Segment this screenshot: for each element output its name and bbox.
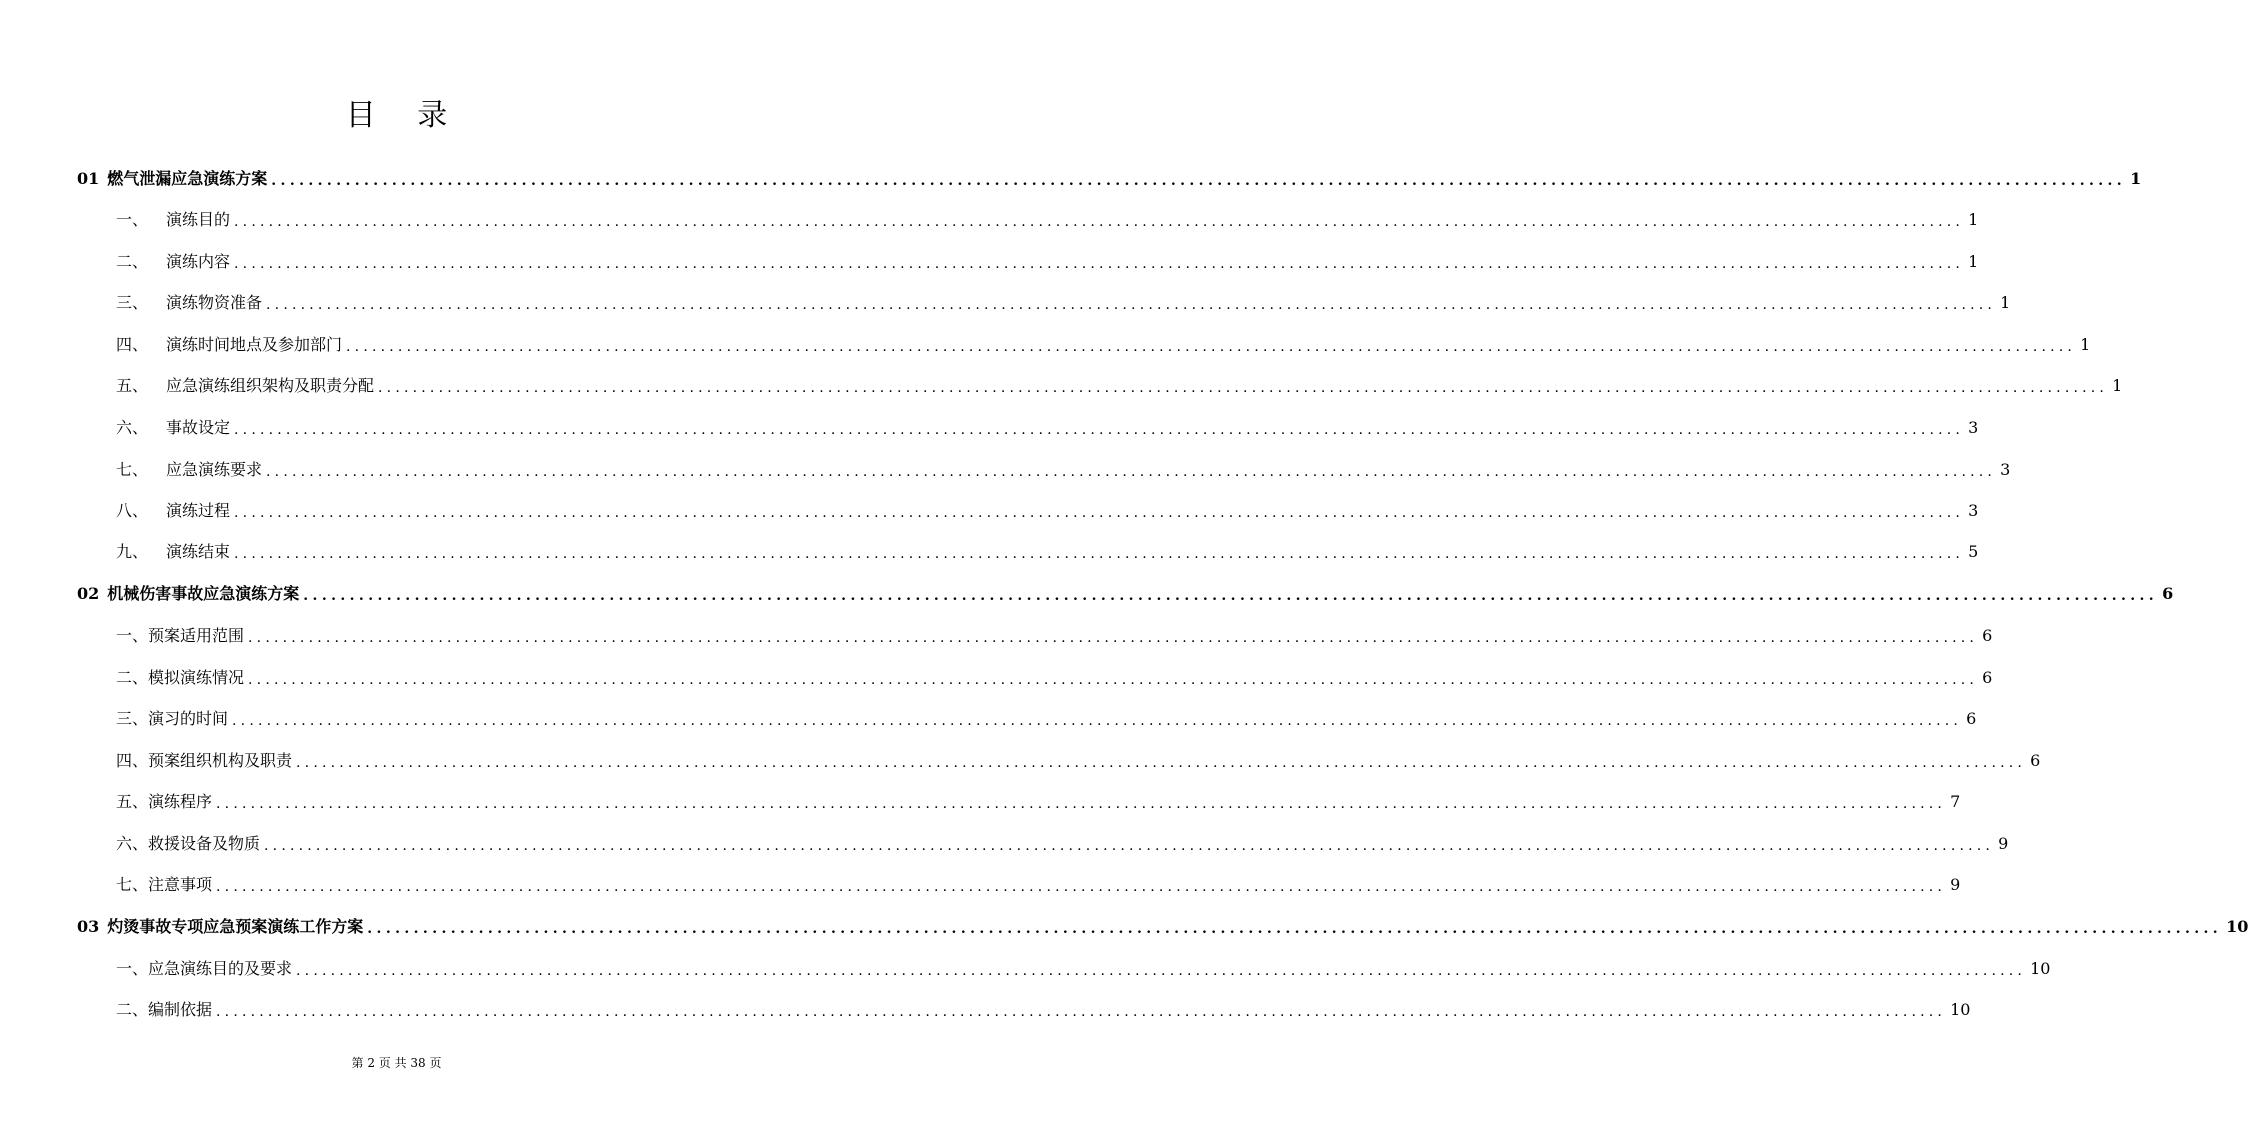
toc-page-number: 3: [1968, 501, 1979, 520]
toc-entry-number: 九、: [116, 542, 149, 561]
toc-entry-label: [116, 749, 292, 773]
toc-entry-label: [77, 915, 363, 939]
toc-entry-number: 三、: [116, 709, 149, 728]
toc-entry-title: 机械伤害事故应急演练方案: [107, 584, 300, 603]
toc-entry-title: 注意事项: [148, 875, 213, 894]
dot-leader: ........................................................................................................................................................................................................: [303, 588, 2159, 604]
toc-section-entry[interactable]: [116, 998, 1971, 1022]
dot-leader: ........................................................................................................................................................................................................: [271, 173, 2127, 189]
toc-entry-title: 演练程序: [148, 792, 213, 811]
toc-page-number: 1: [1968, 252, 1979, 271]
toc-page-number: 6: [1966, 709, 1977, 728]
toc-entry-title: 预案适用范围: [148, 626, 245, 645]
toc-page-number: 3: [2000, 460, 2011, 479]
dot-leader: ........................................................................................................................................................................................................: [216, 1004, 1947, 1020]
dot-leader: ........................................................................................................................................................................................................: [216, 796, 1947, 812]
toc-section-entry[interactable]: [116, 707, 1977, 731]
toc-entry-number: 七、: [116, 460, 149, 479]
toc-entry-title: 预案组织机构及职责: [148, 751, 293, 770]
dot-leader: ........................................................................................................................................................................................................: [234, 505, 1965, 521]
dot-leader: ........................................................................................................................................................................................................: [367, 921, 2223, 937]
toc-section-entry[interactable]: [116, 208, 1979, 232]
toc-entry-number: 二、: [116, 252, 149, 271]
toc-page-number: 1: [2112, 376, 2123, 395]
toc-entry-number: 03: [77, 917, 100, 936]
toc-entry-label: [116, 458, 262, 482]
toc-section-entry[interactable]: [116, 291, 2011, 315]
toc-section-entry[interactable]: [116, 957, 2051, 981]
dot-leader: ........................................................................................................................................................................................................: [296, 755, 2027, 771]
toc-entry-label: [116, 540, 230, 564]
toc-entry-number: 三、: [116, 293, 149, 312]
toc-entry-label: [77, 582, 299, 606]
toc-entry-number: 四、: [116, 751, 149, 770]
toc-page-number: 5: [1968, 542, 1979, 561]
toc-entry-number: 一、: [116, 626, 149, 645]
toc-section-entry[interactable]: [116, 250, 1979, 274]
toc-entry-label: [116, 790, 212, 814]
toc-entry-number: 八、: [116, 501, 149, 520]
toc-chapter-entry[interactable]: [77, 167, 2142, 191]
dot-leader: ........................................................................................................................................................................................................: [346, 339, 2077, 355]
toc-entry-title: 应急演练组织架构及职责分配: [166, 376, 375, 395]
dot-leader: ........................................................................................................................................................................................................: [378, 380, 2109, 396]
dot-leader: ........................................................................................................................................................................................................: [234, 546, 1965, 562]
toc-section-entry[interactable]: [116, 374, 2123, 398]
toc-entry-title: 演练物资准备: [166, 293, 263, 312]
page-footer: 第 2 页 共 38 页: [351, 1056, 442, 1070]
toc-page-number: 9: [1950, 875, 1961, 894]
toc-entry-label: [116, 291, 262, 315]
toc-entry-title: 事故设定: [166, 418, 231, 437]
toc-page-number: 6: [1982, 668, 1993, 687]
toc-entry-title: 模拟演练情况: [148, 668, 245, 687]
toc-entry-label: [116, 873, 212, 897]
dot-leader: ........................................................................................................................................................................................................: [248, 630, 1979, 646]
toc-entry-label: [116, 333, 342, 357]
toc-entry-number: 四、: [116, 335, 149, 354]
toc-entry-number: 五、: [116, 792, 149, 811]
toc-entry-number: 02: [77, 584, 100, 603]
toc-page-number: 10: [1950, 1000, 1971, 1019]
toc-entry-number: 七、: [116, 875, 149, 894]
toc-entry-title: 救援设备及物质: [148, 834, 261, 853]
toc-entry-label: [116, 957, 292, 981]
toc-entry-title: 应急演练要求: [166, 460, 263, 479]
toc-section-entry[interactable]: [116, 333, 2091, 357]
dot-leader: ........................................................................................................................................................................................................: [264, 838, 1995, 854]
toc-entry-title: 演习的时间: [148, 709, 229, 728]
toc-entry-title: 应急演练目的及要求: [148, 959, 293, 978]
toc-section-entry[interactable]: [116, 873, 1961, 897]
toc-entry-label: [116, 416, 230, 440]
toc-page-number: 6: [2162, 584, 2174, 603]
toc-entry-label: [116, 250, 230, 274]
dot-leader: ........................................................................................................................................................................................................: [234, 422, 1965, 438]
dot-leader: ........................................................................................................................................................................................................: [266, 297, 1997, 313]
toc-entry-title: 演练内容: [166, 252, 231, 271]
toc-entry-number: 一、: [116, 959, 149, 978]
toc-entry-label: [116, 707, 228, 731]
toc-entry-title: 演练时间地点及参加部门: [166, 335, 343, 354]
toc-entry-number: 二、: [116, 1000, 149, 1019]
page-title: 目 录: [345, 98, 464, 133]
toc-page-number: 6: [1982, 626, 1993, 645]
toc-entry-number: 二、: [116, 668, 149, 687]
toc-page-number: 1: [2000, 293, 2011, 312]
toc-page-number: 3: [1968, 418, 1979, 437]
toc-entry-label: [116, 666, 244, 690]
dot-leader: ........................................................................................................................................................................................................: [296, 963, 2027, 979]
dot-leader: ........................................................................................................................................................................................................: [232, 713, 1963, 729]
toc-page-number: 1: [2130, 169, 2142, 188]
toc-entry-title: 灼烫事故专项应急预案演练工作方案: [107, 917, 364, 936]
dot-leader: ........................................................................................................................................................................................................: [234, 214, 1965, 230]
toc-section-entry[interactable]: [116, 832, 2009, 856]
toc-page-number: 1: [1968, 210, 1979, 229]
toc-section-entry[interactable]: [116, 499, 1979, 523]
toc-entry-label: [116, 208, 230, 232]
toc-entry-label: [116, 374, 374, 398]
toc-entry-title: 演练结束: [166, 542, 231, 561]
dot-leader: ........................................................................................................................................................................................................: [248, 672, 1979, 688]
toc-page-number: 9: [1998, 834, 2009, 853]
toc-page-number: 1: [2080, 335, 2091, 354]
toc-page-number: 7: [1950, 792, 1961, 811]
toc-entry-label: [77, 167, 267, 191]
toc-page-number: 10: [2226, 917, 2248, 936]
toc-entry-title: 燃气泄漏应急演练方案: [107, 169, 268, 188]
dot-leader: ........................................................................................................................................................................................................: [216, 879, 1947, 895]
toc-section-entry[interactable]: [116, 790, 1961, 814]
toc-section-entry[interactable]: [116, 749, 2041, 773]
toc-entry-number: 五、: [116, 376, 149, 395]
toc-entry-label: [116, 499, 230, 523]
toc-section-entry[interactable]: [116, 624, 1993, 648]
toc-entry-label: [116, 998, 212, 1022]
toc-entry-number: 一、: [116, 210, 149, 229]
toc-page-number: 10: [2030, 959, 2051, 978]
toc-entry-label: [116, 624, 244, 648]
toc-entry-title: 演练过程: [166, 501, 231, 520]
toc-entry-number: 六、: [116, 418, 149, 437]
toc-section-entry[interactable]: [116, 540, 1979, 564]
toc-entry-label: [116, 832, 260, 856]
toc-entry-number: 01: [77, 169, 100, 188]
toc-section-entry[interactable]: [116, 666, 1993, 690]
dot-leader: ........................................................................................................................................................................................................: [266, 464, 1997, 480]
toc-chapter-entry[interactable]: [77, 915, 2248, 939]
toc-section-entry[interactable]: [116, 458, 2011, 482]
toc-entry-title: 演练目的: [166, 210, 231, 229]
toc-section-entry[interactable]: [116, 416, 1979, 440]
toc-page-number: 6: [2030, 751, 2041, 770]
toc-entry-number: 六、: [116, 834, 149, 853]
dot-leader: ........................................................................................................................................................................................................: [234, 256, 1965, 272]
toc-entry-title: 编制依据: [148, 1000, 213, 1019]
toc-chapter-entry[interactable]: [77, 582, 2174, 606]
